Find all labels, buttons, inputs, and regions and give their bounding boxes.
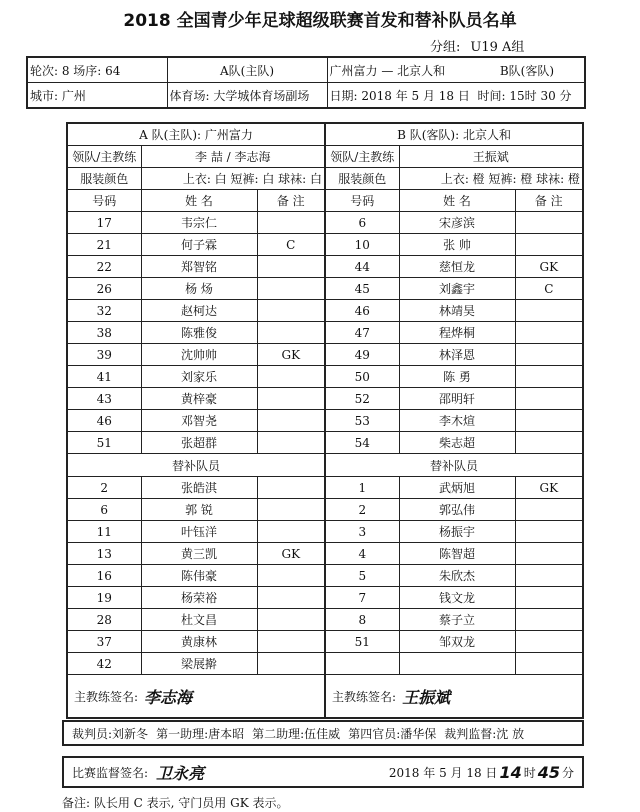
assistant2-value: 伍佳威 xyxy=(304,726,341,741)
player-name: 杜文昌 xyxy=(141,609,257,631)
player-note xyxy=(515,565,583,587)
table-row xyxy=(67,388,583,410)
date-text: 日期: 2018 年 5 月 18 日 xyxy=(329,88,470,103)
player-number: 54 xyxy=(325,432,399,454)
player-note xyxy=(515,521,583,543)
player-note xyxy=(257,609,325,631)
player-number: 5 xyxy=(325,565,399,587)
player-name: 梁展擀 xyxy=(141,653,257,675)
col-name-b: 姓 名 xyxy=(399,190,515,212)
table-row xyxy=(67,477,583,499)
matchup: 广州富力 — 北京人和 xyxy=(329,63,446,78)
supervisor-date xyxy=(389,763,574,782)
col-name-a: 姓 名 xyxy=(141,190,257,212)
player-name: 沈帅帅 xyxy=(141,344,257,366)
page-title: 2018 全国青少年足球超级联赛首发和替补队员名单 xyxy=(123,11,517,31)
player-number: 8 xyxy=(325,609,399,631)
player-note: GK xyxy=(257,344,325,366)
roster-table xyxy=(66,122,584,719)
player-number: 17 xyxy=(67,212,141,234)
supervisor-minute: 45 xyxy=(537,762,560,782)
player-name: 陈智超 xyxy=(399,543,515,565)
table-row xyxy=(67,631,583,653)
team-a-signature-cell xyxy=(67,675,325,719)
player-number: 51 xyxy=(325,631,399,653)
player-number: 46 xyxy=(325,300,399,322)
col-note-a: 备 注 xyxy=(257,190,325,212)
player-number: 2 xyxy=(325,499,399,521)
team-b-kit: 上衣: 橙 短裤: 橙 球袜: 橙 xyxy=(399,168,583,190)
player-note xyxy=(515,366,583,388)
supervisor-label: 比赛监督签名: xyxy=(72,765,149,780)
venue-cell: 体育场: 大学城体育场副场 xyxy=(167,83,327,109)
player-number: 19 xyxy=(67,587,141,609)
group-value: U19 A组 xyxy=(470,40,525,55)
team-b-title: B 队(客队): 北京人和 xyxy=(325,123,583,146)
player-number: 1 xyxy=(325,477,399,499)
table-row xyxy=(67,653,583,675)
table-row xyxy=(67,344,583,366)
team-a-kit-label: 服装颜色 xyxy=(67,168,141,190)
player-note xyxy=(257,212,325,234)
player-name: 杨 炀 xyxy=(141,278,257,300)
table-row xyxy=(67,565,583,587)
player-name: 朱欣杰 xyxy=(399,565,515,587)
table-row xyxy=(67,366,583,388)
player-name: 杨振宇 xyxy=(399,521,515,543)
assistant1-label: 第一助理: xyxy=(156,726,209,741)
player-number: 16 xyxy=(67,565,141,587)
player-number: 26 xyxy=(67,278,141,300)
player-name: 刘鑫宇 xyxy=(399,278,515,300)
table-row xyxy=(67,499,583,521)
player-note xyxy=(515,212,583,234)
player-note xyxy=(257,322,325,344)
player-number: 4 xyxy=(325,543,399,565)
datetime-cell xyxy=(327,83,585,109)
player-name: 张皓淇 xyxy=(141,477,257,499)
player-number: 32 xyxy=(67,300,141,322)
player-number: 47 xyxy=(325,322,399,344)
player-note: GK xyxy=(515,256,583,278)
supervisor-hour-unit: 时 xyxy=(523,765,536,780)
player-name xyxy=(399,653,515,675)
player-number: 42 xyxy=(67,653,141,675)
player-name: 刘家乐 xyxy=(141,366,257,388)
player-name: 蔡子立 xyxy=(399,609,515,631)
player-number: 43 xyxy=(67,388,141,410)
player-name: 李木煊 xyxy=(399,410,515,432)
table-row xyxy=(67,212,583,234)
table-row xyxy=(67,587,583,609)
team-a-label-cell: A队(主队) xyxy=(167,57,327,83)
player-number: 50 xyxy=(325,366,399,388)
player-note xyxy=(257,653,325,675)
player-name: 郭弘伟 xyxy=(399,499,515,521)
team-a-subs-label: 替补队员 xyxy=(67,454,325,477)
player-number xyxy=(325,653,399,675)
player-name: 陈 勇 xyxy=(399,366,515,388)
player-name: 陈雅俊 xyxy=(141,322,257,344)
player-name: 林靖昊 xyxy=(399,300,515,322)
player-name: 邹双龙 xyxy=(399,631,515,653)
player-number: 6 xyxy=(325,212,399,234)
fourth-official-value: 潘华保 xyxy=(400,726,437,741)
team-b-subs-label: 替补队员 xyxy=(325,454,583,477)
table-row xyxy=(67,278,583,300)
player-note xyxy=(257,410,325,432)
player-note xyxy=(257,477,325,499)
table-row xyxy=(67,256,583,278)
player-number: 11 xyxy=(67,521,141,543)
player-name: 叶钰洋 xyxy=(141,521,257,543)
player-number: 13 xyxy=(67,543,141,565)
player-note: C xyxy=(257,234,325,256)
signature-label-a: 主教练签名: xyxy=(74,689,139,704)
player-number: 22 xyxy=(67,256,141,278)
player-note xyxy=(515,631,583,653)
signature-label-b: 主教练签名: xyxy=(332,689,397,704)
player-name: 邓智尧 xyxy=(141,410,257,432)
assistant2-label: 第二助理: xyxy=(252,726,305,741)
player-name: 张超群 xyxy=(141,432,257,454)
match-info-table xyxy=(26,56,586,109)
subs-section xyxy=(67,477,583,675)
player-note xyxy=(257,521,325,543)
player-note xyxy=(515,543,583,565)
col-note-b: 备 注 xyxy=(515,190,583,212)
player-name: 陈伟豪 xyxy=(141,565,257,587)
col-no-b: 号码 xyxy=(325,190,399,212)
assistant1-value: 唐本昭 xyxy=(208,726,245,741)
player-number: 45 xyxy=(325,278,399,300)
assessor-item xyxy=(444,725,524,742)
team-a-coach: 李 喆 / 李志海 xyxy=(141,146,325,168)
player-note xyxy=(257,587,325,609)
player-number: 3 xyxy=(325,521,399,543)
player-number: 2 xyxy=(67,477,141,499)
table-row xyxy=(67,410,583,432)
player-number: 44 xyxy=(325,256,399,278)
matchup-cell xyxy=(327,57,446,83)
player-note xyxy=(515,344,583,366)
player-name: 武炳旭 xyxy=(399,477,515,499)
player-number: 10 xyxy=(325,234,399,256)
player-note: GK xyxy=(257,543,325,565)
supervisor-hour: 14 xyxy=(499,762,522,782)
player-number: 52 xyxy=(325,388,399,410)
fourth-official-label: 第四官员: xyxy=(348,726,401,741)
assistant1-item xyxy=(156,725,244,742)
player-name: 韦宗仁 xyxy=(141,212,257,234)
table-row xyxy=(67,234,583,256)
player-note xyxy=(515,234,583,256)
team-a-title: A 队(主队): 广州富力 xyxy=(67,123,325,146)
col-no-a: 号码 xyxy=(67,190,141,212)
player-note xyxy=(515,388,583,410)
player-name: 邵明轩 xyxy=(399,388,515,410)
time-text: 时间: 15时 30 分 xyxy=(477,88,572,103)
player-note xyxy=(515,587,583,609)
player-number: 37 xyxy=(67,631,141,653)
player-note xyxy=(257,278,325,300)
player-note xyxy=(515,322,583,344)
player-name: 慈恒龙 xyxy=(399,256,515,278)
assistant2-item xyxy=(252,725,340,742)
player-name: 郑智铭 xyxy=(141,256,257,278)
table-row xyxy=(67,322,583,344)
player-name: 赵柯达 xyxy=(141,300,257,322)
player-number: 7 xyxy=(325,587,399,609)
assessor-value: 沈 放 xyxy=(496,726,525,741)
player-note xyxy=(257,256,325,278)
player-note xyxy=(257,300,325,322)
player-note xyxy=(257,565,325,587)
team-b-coach-signature: 王振斌 xyxy=(402,687,451,707)
city-cell: 城市: 广州 xyxy=(27,83,167,109)
player-number: 46 xyxy=(67,410,141,432)
supervisor-minute-unit: 分 xyxy=(561,765,574,780)
table-row xyxy=(67,609,583,631)
player-note: C xyxy=(515,278,583,300)
player-name: 何子霖 xyxy=(141,234,257,256)
player-number: 6 xyxy=(67,499,141,521)
group-key: 分组: xyxy=(430,40,461,55)
player-note xyxy=(515,410,583,432)
table-row xyxy=(67,543,583,565)
team-b-signature-cell xyxy=(325,675,583,719)
fourth-official-item xyxy=(348,725,436,742)
player-note xyxy=(257,499,325,521)
player-name: 林泽恩 xyxy=(399,344,515,366)
table-row xyxy=(67,521,583,543)
player-note xyxy=(257,388,325,410)
player-name: 郭 锐 xyxy=(141,499,257,521)
referee-label: 裁判员: xyxy=(72,726,113,741)
team-a-coach-label: 领队/主教练 xyxy=(67,146,141,168)
player-note xyxy=(515,653,583,675)
footnote: 备注: 队长用 C 表示, 守门员用 GK 表示。 xyxy=(62,796,289,810)
player-name: 黄康林 xyxy=(141,631,257,653)
team-a-coach-signature: 李志海 xyxy=(144,687,193,707)
player-number: 41 xyxy=(67,366,141,388)
supervisor-date-prefix: 2018 年 5 月 18 日 xyxy=(388,765,498,780)
team-a-kit: 上衣: 白 短裤: 白 球袜: 白 xyxy=(141,168,325,190)
assessor-label: 裁判监督: xyxy=(444,726,497,741)
player-note xyxy=(515,432,583,454)
player-name: 张 帅 xyxy=(399,234,515,256)
player-number: 53 xyxy=(325,410,399,432)
player-number: 51 xyxy=(67,432,141,454)
starters-section xyxy=(67,212,583,454)
round-cell: 轮次: 8 场序: 64 xyxy=(27,57,167,83)
group-label xyxy=(430,36,524,55)
player-note xyxy=(515,300,583,322)
player-note xyxy=(257,366,325,388)
referee-panel xyxy=(62,720,584,746)
player-number: 39 xyxy=(67,344,141,366)
player-name: 杨荣裕 xyxy=(141,587,257,609)
referee-item xyxy=(72,725,148,742)
player-name: 钱文龙 xyxy=(399,587,515,609)
player-note xyxy=(257,631,325,653)
supervisor-signature: 卫永亮 xyxy=(156,763,205,783)
player-note xyxy=(257,432,325,454)
table-row xyxy=(67,300,583,322)
player-note xyxy=(515,609,583,631)
table-row xyxy=(67,432,583,454)
supervisor-panel xyxy=(62,756,584,788)
player-note: GK xyxy=(515,477,583,499)
team-b-coach-label: 领队/主教练 xyxy=(325,146,399,168)
player-number: 21 xyxy=(67,234,141,256)
player-note xyxy=(515,499,583,521)
team-b-kit-label: 服装颜色 xyxy=(325,168,399,190)
player-name: 黄三凯 xyxy=(141,543,257,565)
player-name: 程烨桐 xyxy=(399,322,515,344)
player-number: 28 xyxy=(67,609,141,631)
player-number: 49 xyxy=(325,344,399,366)
player-name: 宋彦滨 xyxy=(399,212,515,234)
player-number: 38 xyxy=(67,322,141,344)
team-b-coach: 王振斌 xyxy=(399,146,583,168)
player-name: 柴志超 xyxy=(399,432,515,454)
referee-value: 刘新冬 xyxy=(112,726,149,741)
player-name: 黄梓豪 xyxy=(141,388,257,410)
team-b-label-cell: B队(客队) xyxy=(415,57,585,83)
